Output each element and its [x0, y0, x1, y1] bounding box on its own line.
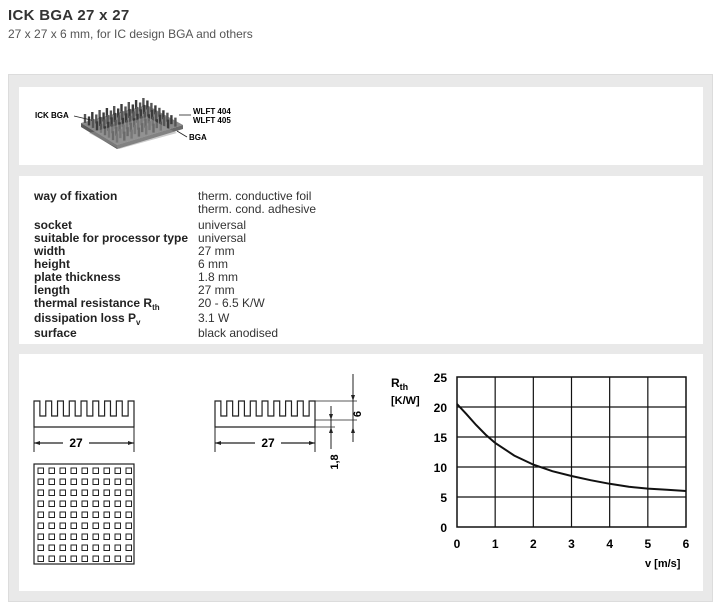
pin-square — [126, 545, 132, 551]
spec-label-dissipation-loss-sub: v — [136, 318, 141, 327]
chart-xtick-label: 0 — [453, 537, 461, 551]
spec-label-width: width — [34, 244, 66, 258]
spec-value-fixation-foil: therm. conductive foil — [198, 189, 312, 203]
pin-square — [104, 545, 110, 551]
pin-square — [60, 490, 66, 496]
side-view-outline — [215, 401, 315, 427]
spec-label-thermal-resistance-text: thermal resistance R — [34, 296, 153, 310]
pin-square — [71, 512, 77, 518]
pin-square — [60, 556, 66, 562]
pin-grid — [38, 468, 132, 562]
height-dim-label: 6 — [352, 410, 364, 418]
chart-xtick-label: 5 — [644, 537, 652, 551]
pin-square — [71, 479, 77, 485]
pin-square — [104, 556, 110, 562]
pin-square — [71, 556, 77, 562]
spec-value-dissipation-loss: 3.1 W — [198, 311, 230, 325]
pin-square — [82, 501, 88, 507]
pin-square — [104, 523, 110, 529]
pin-square — [49, 512, 55, 518]
plate-dim-label: 1,8 — [329, 454, 341, 470]
pin-square — [93, 468, 99, 474]
drawings-panel — [19, 354, 703, 591]
pin-square — [82, 545, 88, 551]
pin-square — [38, 468, 44, 474]
label-bga: BGA — [189, 133, 207, 142]
specs-panel — [19, 176, 703, 344]
pin-square — [82, 534, 88, 540]
pin-square — [126, 490, 132, 496]
pin-square — [49, 468, 55, 474]
pin-square — [49, 545, 55, 551]
product-image-panel — [19, 87, 703, 165]
pin-square — [93, 490, 99, 496]
pin-square — [60, 501, 66, 507]
pin-square — [126, 523, 132, 529]
pin-square — [38, 556, 44, 562]
pin-square — [115, 490, 121, 496]
pin-square — [38, 534, 44, 540]
spec-value-plate-thickness: 1.8 mm — [198, 270, 239, 284]
spec-label-socket: socket — [34, 218, 73, 232]
chart-xtick-label: 4 — [606, 537, 614, 551]
pin-square — [49, 479, 55, 485]
pin-square — [60, 512, 66, 518]
pin-square — [82, 490, 88, 496]
spec-label-dissipation-loss-text: dissipation loss P — [34, 311, 137, 325]
front-view-outline — [34, 401, 134, 427]
pin-square — [82, 523, 88, 529]
chart-ytick-label: 5 — [440, 491, 447, 505]
chart-ytick-label: 25 — [433, 371, 447, 385]
pin-square — [60, 523, 66, 529]
pin-square — [115, 545, 121, 551]
spec-label-thermal-resistance-sub: th — [152, 303, 160, 312]
product-subtitle: 27 x 27 x 6 mm, for IC design BGA and others — [8, 27, 253, 41]
heatsink-product-image — [19, 87, 703, 165]
front-width-label: 27 — [69, 436, 83, 450]
chart-xtick-label: 1 — [491, 537, 499, 551]
front-view-drawing — [34, 401, 134, 452]
pin-square — [126, 512, 132, 518]
pin-square — [126, 468, 132, 474]
pin-square — [82, 556, 88, 562]
pin-square — [93, 479, 99, 485]
pin-square — [71, 523, 77, 529]
pin-square — [38, 523, 44, 529]
spec-value-length: 27 mm — [198, 283, 235, 297]
pin-square — [71, 501, 77, 507]
spec-value-height: 6 mm — [198, 257, 228, 271]
pin-square — [49, 534, 55, 540]
chart-grid — [457, 377, 686, 527]
pin-square — [104, 479, 110, 485]
pin-square — [93, 512, 99, 518]
pin-square — [60, 545, 66, 551]
pin-square — [126, 479, 132, 485]
chart-ytick-label: 0 — [440, 521, 447, 535]
pin-square — [71, 545, 77, 551]
spec-label-plate-thickness: plate thickness — [34, 270, 121, 284]
chart-yunit: [K/W] — [391, 395, 420, 407]
label-wlft-405: WLFT 405 — [193, 116, 231, 125]
pin-square — [49, 501, 55, 507]
spec-value-fixation-adhesive: therm. cond. adhesive — [198, 202, 317, 216]
rth-chart — [391, 371, 690, 570]
spec-label-surface: surface — [34, 326, 77, 340]
spec-label-thermal-resistance — [34, 296, 160, 312]
pin-square — [38, 501, 44, 507]
pin-square — [115, 523, 121, 529]
pin-square — [82, 479, 88, 485]
chart-xtick-label: 6 — [682, 537, 690, 551]
chart-xlabel: v [m/s] — [645, 558, 681, 570]
pin-square — [115, 479, 121, 485]
bottom-view-drawing — [34, 464, 134, 564]
spec-label-fixation: way of fixation — [34, 189, 118, 203]
pin-square — [126, 501, 132, 507]
spec-label-processor: suitable for processor type — [34, 231, 189, 245]
pin-square — [104, 490, 110, 496]
label-wlft-404: WLFT 404 — [193, 107, 231, 116]
drawings-svg — [19, 354, 703, 591]
spec-value-surface: black anodised — [198, 326, 279, 340]
chart-xtick-label: 2 — [529, 537, 537, 551]
spec-value-processor: universal — [198, 231, 247, 245]
pin-square — [60, 479, 66, 485]
pin-square — [93, 523, 99, 529]
spec-label-length: length — [34, 283, 70, 297]
spec-value-width: 27 mm — [198, 244, 235, 258]
spec-value-thermal-resistance: 20 - 6.5 K/W — [198, 296, 265, 310]
pin-square — [93, 556, 99, 562]
pin-square — [82, 512, 88, 518]
chart-ylabel-sub: th — [399, 382, 409, 392]
pin-square — [49, 556, 55, 562]
product-title: ICK BGA 27 x 27 — [8, 7, 130, 24]
pin-square — [38, 479, 44, 485]
pin-square — [60, 468, 66, 474]
spec-label-height: height — [34, 257, 70, 271]
pin-square — [104, 512, 110, 518]
pin-square — [82, 468, 88, 474]
pin-square — [38, 512, 44, 518]
pin-square — [104, 468, 110, 474]
pin-square — [71, 490, 77, 496]
chart-ylabel-text: R — [391, 376, 400, 390]
label-ick-bga: ICK BGA — [35, 111, 69, 120]
pin-square — [115, 468, 121, 474]
product-details-box — [8, 74, 713, 602]
chart-xtick-label: 3 — [568, 537, 575, 551]
pin-square — [115, 501, 121, 507]
pin-square — [38, 545, 44, 551]
side-width-label: 27 — [261, 436, 275, 450]
pin-square — [49, 490, 55, 496]
chart-ytick-label: 20 — [433, 401, 447, 415]
chart-ytick-label: 15 — [433, 431, 447, 445]
chart-tick-labels — [434, 371, 690, 551]
pin-square — [93, 501, 99, 507]
spec-label-dissipation-loss — [34, 311, 140, 327]
pin-square — [60, 534, 66, 540]
pin-square — [115, 534, 121, 540]
pin-square — [38, 490, 44, 496]
pin-square — [93, 545, 99, 551]
chart-ytick-label: 10 — [433, 461, 447, 475]
pin-square — [104, 534, 110, 540]
pin-square — [126, 556, 132, 562]
pin-square — [93, 534, 99, 540]
spec-value-socket: universal — [198, 218, 247, 232]
side-view-drawing — [215, 374, 364, 470]
chart-ylabel — [391, 376, 408, 392]
pin-square — [126, 534, 132, 540]
pin-square — [104, 501, 110, 507]
pin-square — [49, 523, 55, 529]
pin-square — [71, 468, 77, 474]
pin-square — [115, 512, 121, 518]
pin-square — [115, 556, 121, 562]
pin-square — [71, 534, 77, 540]
